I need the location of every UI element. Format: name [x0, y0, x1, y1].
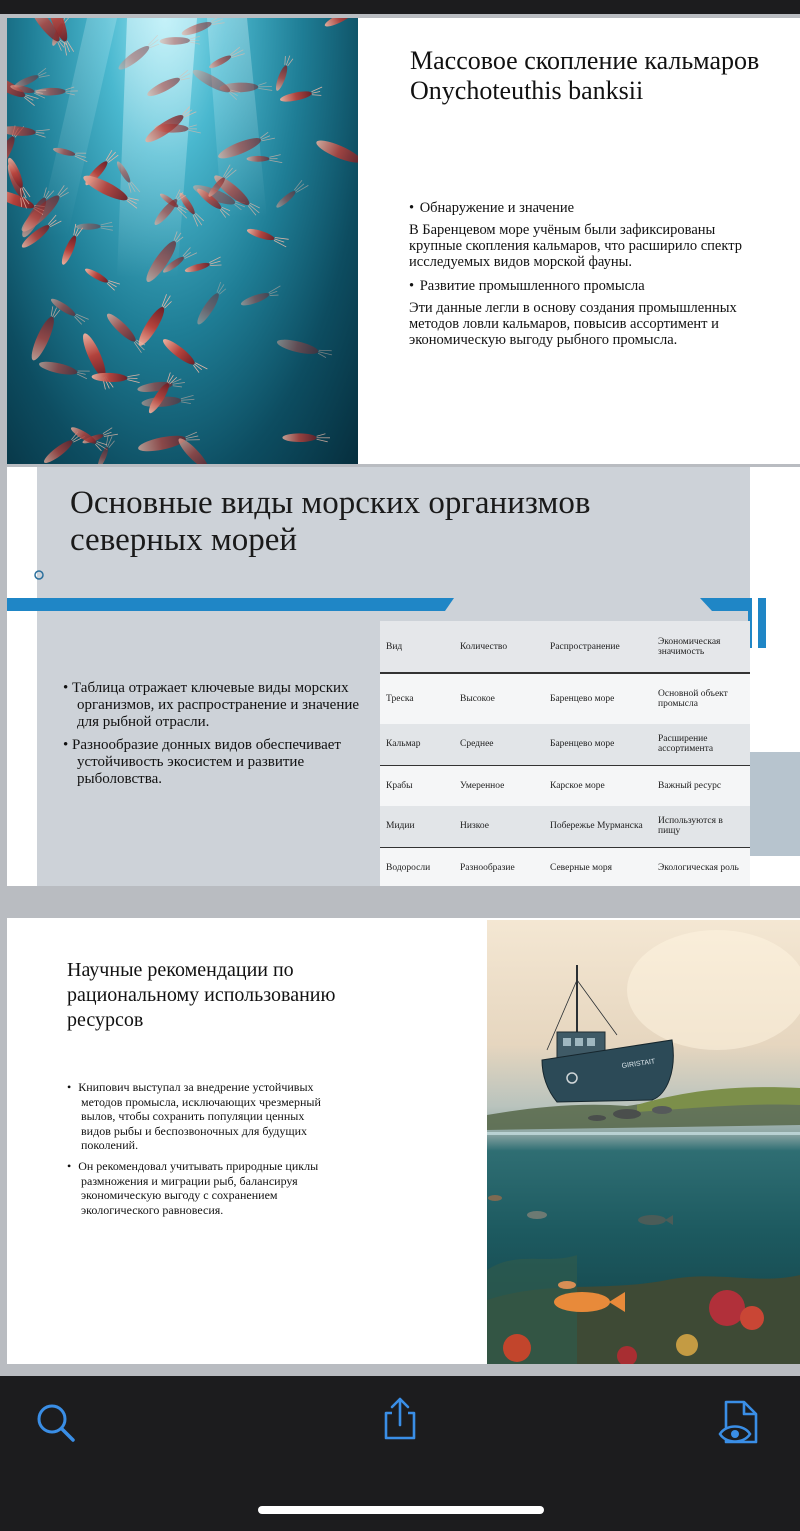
boat-underwater-illustration: [487, 920, 800, 1364]
cell-distribution: Баренцево море: [550, 739, 615, 750]
th-distribution: Распространение: [550, 641, 620, 652]
cell-economic-value: Экологическая роль: [658, 862, 739, 873]
slide1-bullet2-text: Развитие промышленного промысла: [419, 278, 645, 294]
slide3-bullet1: • Книпович выступал за внедрение устойчивых методов промысла, исключающих чрезмерный вылов, чтобы сохранить популяции ценных видов рыбы и беспозвоночных для будущих поколений.: [81, 1080, 327, 1153]
th-quantity: Количество: [460, 641, 508, 652]
table-row: [380, 673, 750, 724]
document-eye-icon: [718, 1398, 762, 1448]
table-row: [380, 806, 750, 847]
slide2-bullets: [63, 680, 363, 794]
view-document-button[interactable]: [718, 1398, 762, 1448]
slide3-bullet2: • Он рекомендовал учитывать природные циклы размножения и миграции рыб, балансируя экономическую выгоду с сохранением экологического равновесия.: [81, 1159, 327, 1217]
cell-distribution: Карское море: [550, 780, 605, 791]
slide-species-table[interactable]: [7, 467, 800, 886]
squid-swarm-image: [7, 18, 358, 464]
cell-economic-value: Важный ресурс: [658, 780, 722, 791]
search-button[interactable]: [34, 1401, 78, 1445]
slide1-bullet-industry: [409, 278, 759, 294]
table-row: [380, 847, 750, 886]
slide1-bullet1-text: Обнаружение и значение: [419, 200, 575, 216]
cell-species: Треска: [386, 694, 414, 704]
cell-distribution: Северные моря: [550, 862, 613, 873]
cell-economic-value: Основной объект промысла: [658, 689, 728, 709]
squid-swarm-illustration: [7, 18, 358, 464]
th-species: Вид: [386, 641, 403, 652]
slide2-bullet2: • Разнообразие донных видов обеспечивает устойчивость экосистем и развитие рыболовства.: [77, 737, 363, 788]
slide3-title: Научные рекомендации по рациональному использованию ресурсов: [67, 959, 336, 1031]
cell-quantity: Высокое: [460, 694, 495, 704]
table-row: [380, 724, 750, 765]
cell-species: Кальмар: [386, 739, 421, 750]
cell-economic-value: Используются в пищу: [658, 816, 723, 837]
slide1-paragraph2: Эти данные легли в основу создания промышленных методов ловли кальмаров, повысив ассортимент и экономическую выгоду рыбного промысла.: [409, 300, 737, 348]
top-status-strip: [0, 0, 800, 14]
cell-species: Мидии: [386, 821, 415, 832]
slide3-bullets: [67, 1080, 327, 1223]
th-economic-value: Экономическая значимость: [658, 636, 721, 657]
slide-squid[interactable]: [7, 18, 800, 464]
table-row: [380, 765, 750, 806]
cell-species: Крабы: [386, 780, 413, 791]
cell-quantity: Низкое: [460, 821, 489, 832]
slide1-body: [409, 200, 759, 356]
cell-quantity: Среднее: [460, 739, 494, 750]
cell-quantity: Умеренное: [460, 780, 505, 791]
decor-circle: [35, 571, 43, 579]
cell-species: Водоросли: [386, 862, 431, 873]
cell-quantity: Разнообразие: [460, 862, 515, 873]
cell-distribution: Побережье Мурманска: [550, 821, 643, 832]
slide2-bullet1: • Таблица отражает ключевые виды морских организмов, их распространение и значение для рыбной отрасли.: [77, 680, 363, 731]
slide1-title: Массовое скопление кальмаров Onychoteuthis banksii: [410, 46, 760, 105]
share-icon: [380, 1396, 420, 1442]
species-table: [380, 621, 750, 886]
boat-name: GIRISTAIT: [621, 1058, 656, 1070]
slide2-title: Основные виды морских организмов северных морей: [70, 485, 591, 558]
table-header-row: [380, 621, 750, 673]
decor-bar-left: [7, 598, 454, 611]
decor-vline2: [758, 598, 766, 648]
slide2-left-margin: [7, 467, 37, 886]
cell-economic-value: Расширение ассортимента: [658, 734, 714, 755]
decor-bar-right: [700, 598, 750, 611]
fishing-boat-image: [487, 920, 800, 1364]
search-icon: [34, 1401, 78, 1445]
cell-distribution: Баренцево море: [550, 694, 615, 704]
home-indicator[interactable]: [258, 1506, 544, 1514]
slide1-paragraph1: В Баренцевом море учёным были зафиксированы крупные скопления кальмаров, что расширило спектр исследуемых видов морской фауны.: [409, 222, 742, 270]
slide2-accent-block: [748, 752, 800, 856]
share-button[interactable]: [380, 1396, 420, 1442]
slide-recommendations[interactable]: [7, 918, 800, 1364]
slide1-bullet-discovery: [409, 200, 759, 216]
